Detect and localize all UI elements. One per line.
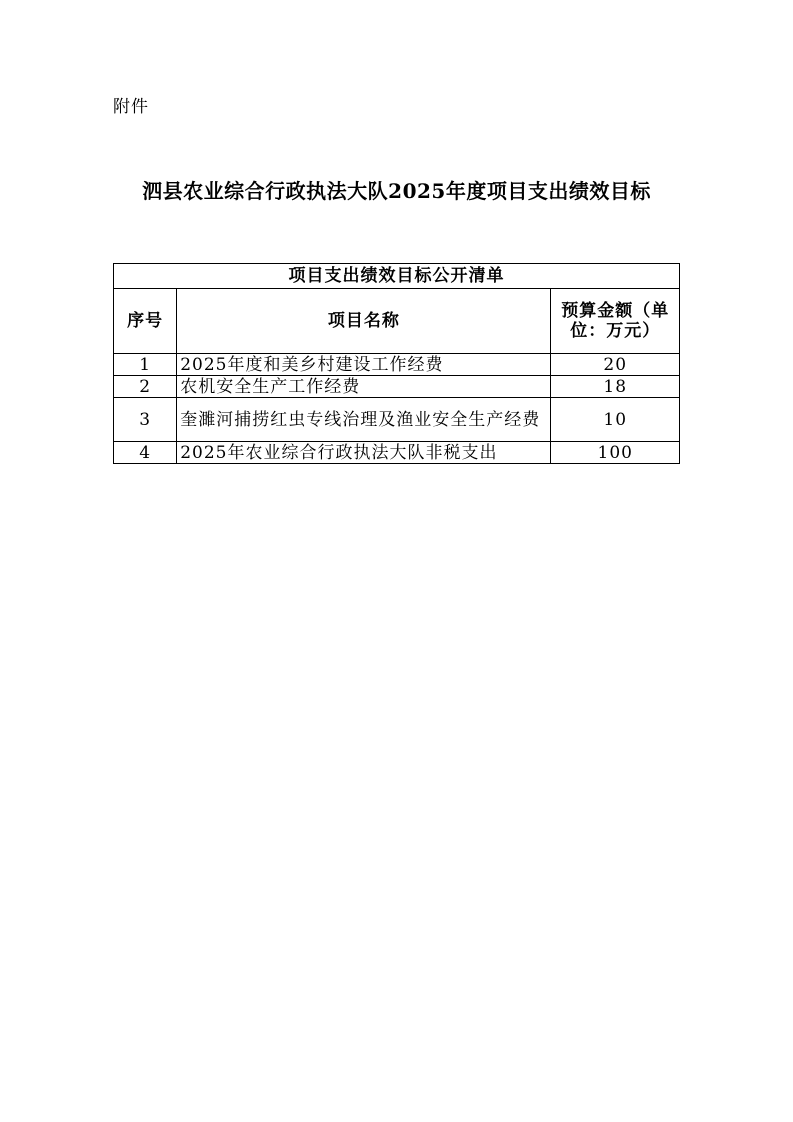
header-seq: 序号 xyxy=(114,289,177,354)
header-project-name: 项目名称 xyxy=(177,289,551,354)
row-budget: 10 xyxy=(551,398,680,442)
row-budget: 20 xyxy=(551,354,680,376)
document-title: 泗县农业综合行政执法大队2025年度项目支出绩效目标 xyxy=(142,179,651,203)
table-caption-row xyxy=(114,264,680,289)
row-seq: 3 xyxy=(114,398,177,442)
attachment-label: 附件 xyxy=(113,97,149,117)
table-row xyxy=(114,398,680,442)
row-budget: 18 xyxy=(551,376,680,398)
table-header-row xyxy=(114,289,680,354)
row-seq: 2 xyxy=(114,376,177,398)
row-project-name: 奎濉河捕捞红虫专线治理及渔业安全生产经费 xyxy=(177,398,551,442)
table-row xyxy=(114,376,680,398)
performance-target-table xyxy=(113,263,680,464)
table-row xyxy=(114,442,680,464)
row-project-name: 农机安全生产工作经费 xyxy=(177,376,551,398)
table-row xyxy=(114,354,680,376)
header-budget: 预算金额（单位：万元） xyxy=(551,289,680,354)
row-project-name: 2025年度和美乡村建设工作经费 xyxy=(177,354,551,376)
table-caption: 项目支出绩效目标公开清单 xyxy=(114,264,680,289)
row-budget: 100 xyxy=(551,442,680,464)
row-seq: 4 xyxy=(114,442,177,464)
row-project-name: 2025年农业综合行政执法大队非税支出 xyxy=(177,442,551,464)
row-seq: 1 xyxy=(114,354,177,376)
